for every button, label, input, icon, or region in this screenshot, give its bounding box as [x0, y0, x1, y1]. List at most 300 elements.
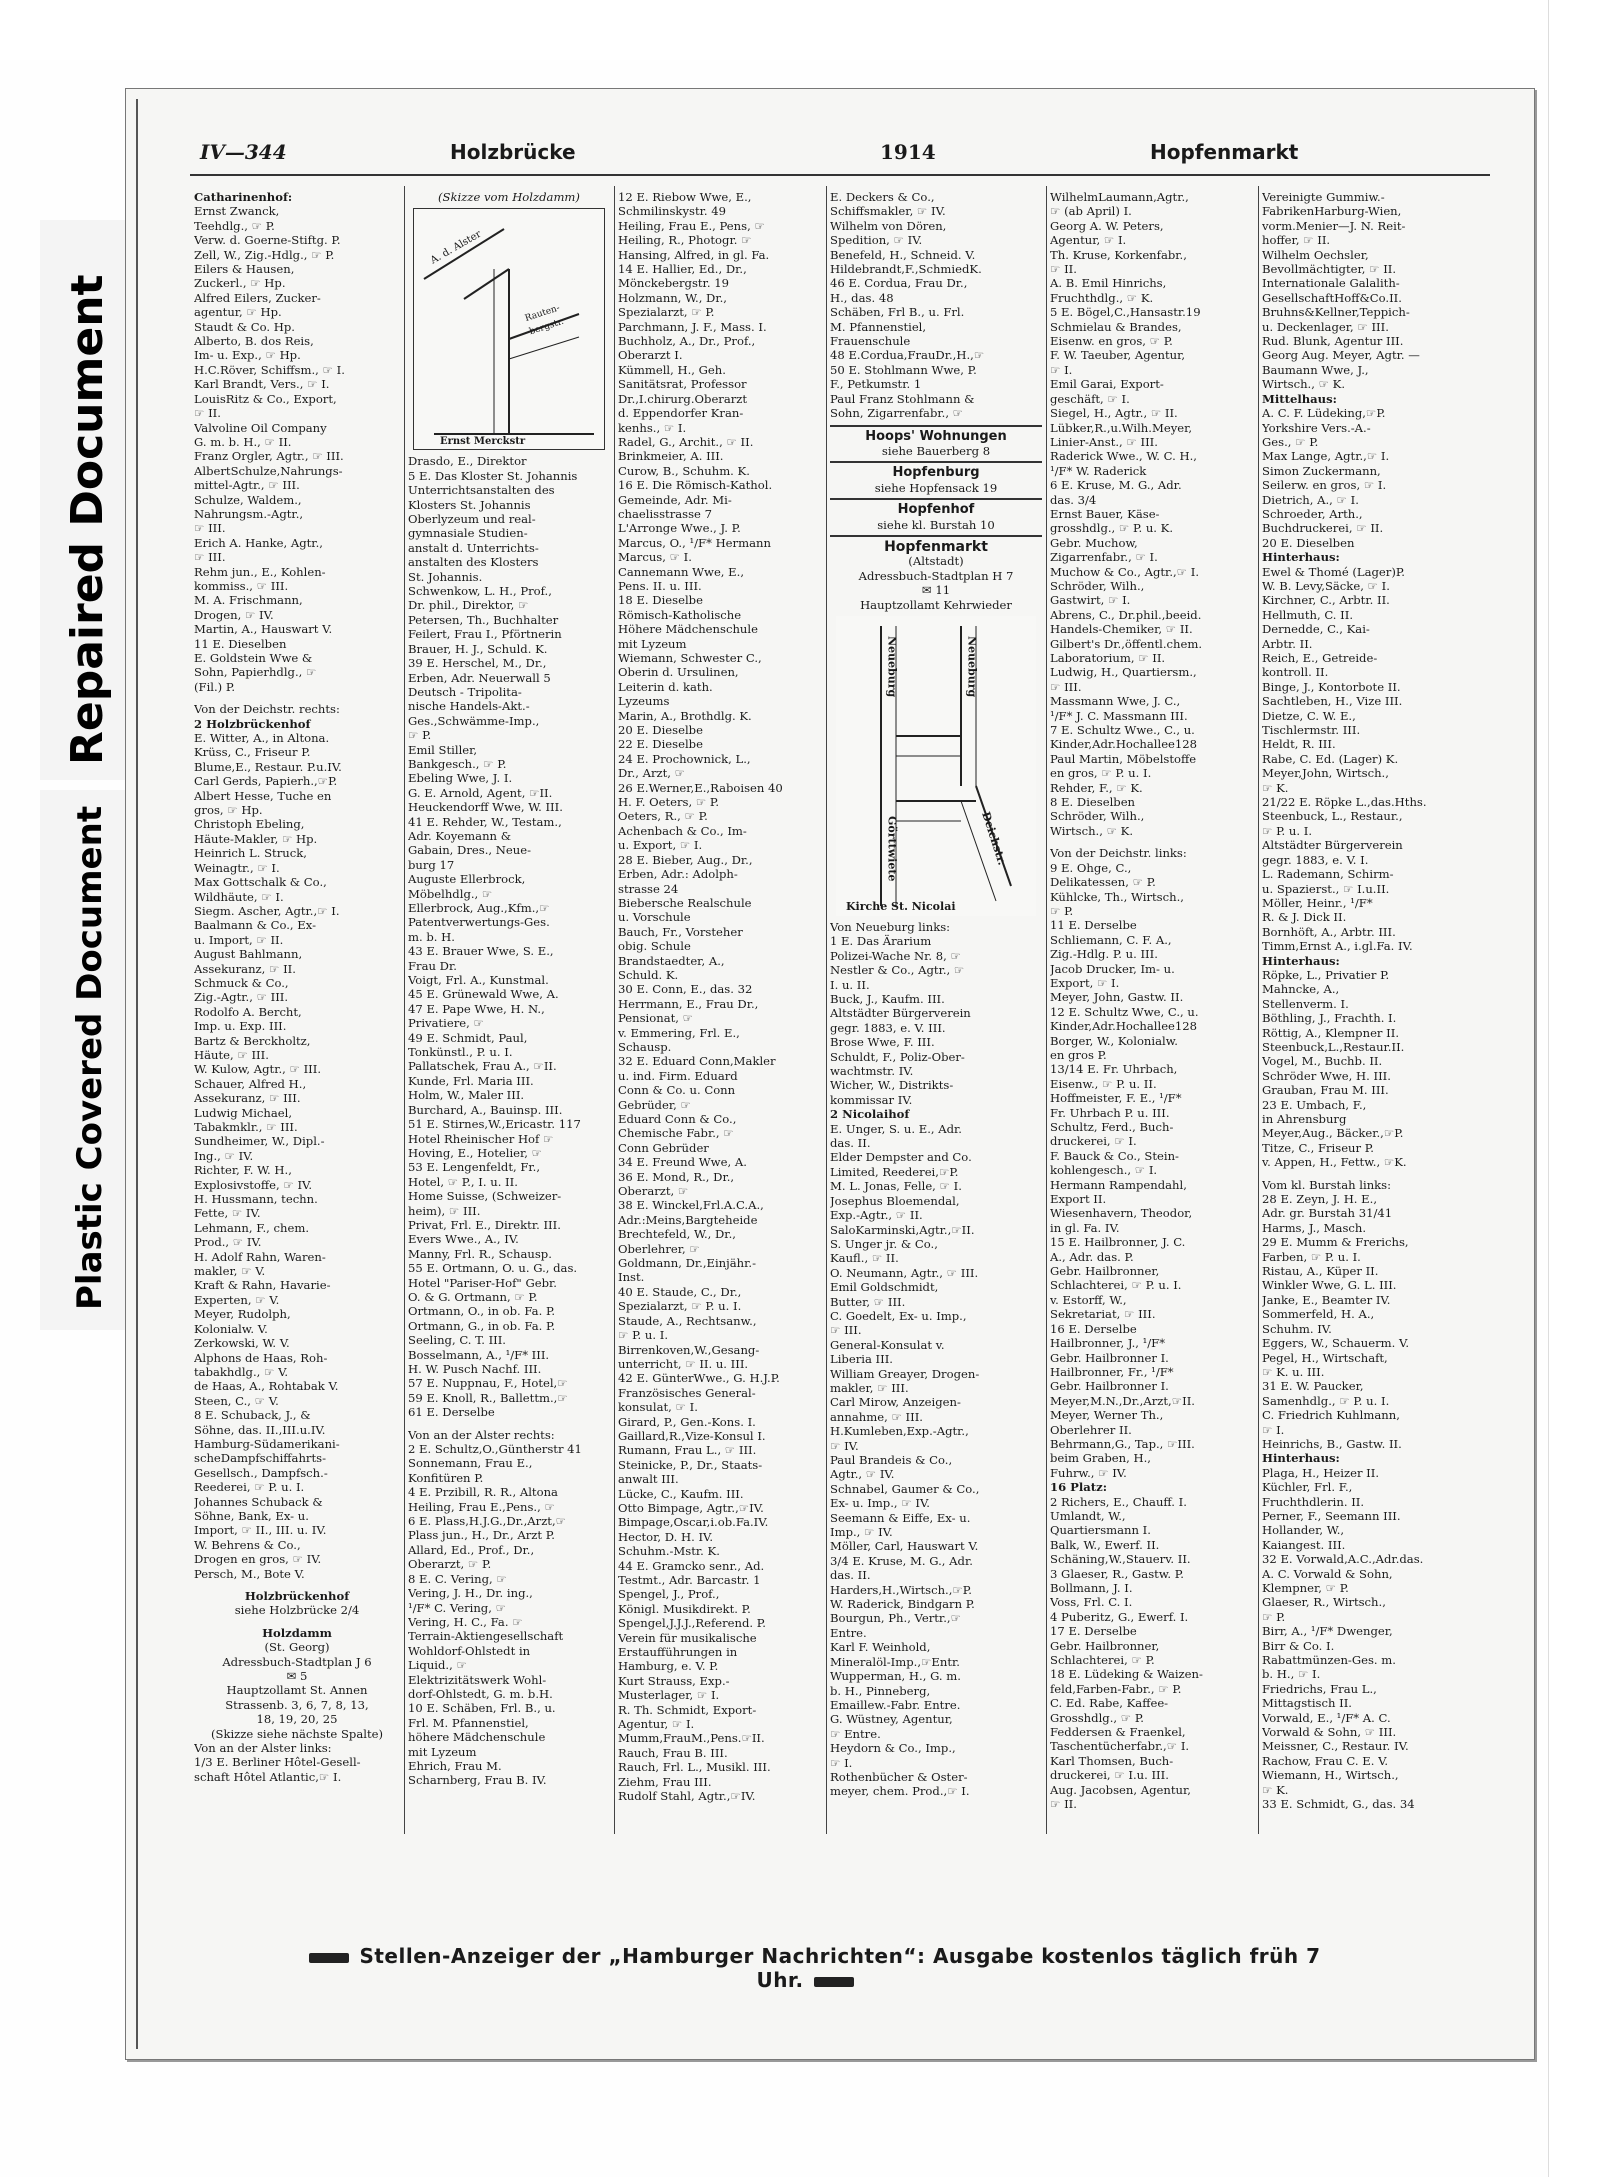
directory-entry: scheDampfschiffahrts- [194, 1451, 326, 1466]
directory-entry: 29 E. Mumm & Frerichs, [1262, 1235, 1409, 1250]
directory-entry: ☞ I. [830, 1755, 853, 1770]
directory-entry: Mumm,FrauM.,Pens.☞II. [618, 1731, 765, 1746]
directory-entry: Feilert, Frau I., Pförtnerin [408, 627, 562, 642]
map-label-alster: A. d. Alster [428, 229, 484, 267]
directory-entry: Birrenkoven,W.,Gesang- [618, 1342, 760, 1357]
directory-entry: Inst. [618, 1270, 645, 1285]
directory-entry: Hailbronner, J., ¹/F* [1050, 1336, 1166, 1351]
directory-entry: Rabe, C. Ed. (Lager) K. [1262, 751, 1399, 766]
directory-entry: 13/14 E. Fr. Uhrbach, [1050, 1062, 1178, 1077]
directory-entry: Hermann Rampendahl, [1050, 1177, 1187, 1192]
directory-entry: 3/4 E. Kruse, M. G., Adr. [830, 1553, 973, 1568]
directory-entry: Petersen, Th., Buchhalter [408, 612, 559, 627]
directory-entry: Prod., ☞ IV. [194, 1235, 262, 1250]
directory-entry: ☞ III. [1050, 679, 1082, 694]
directory-entry: 1/3 E. Berliner Hôtel-Gesell- [194, 1755, 361, 1770]
directory-entry: R. Th. Schmidt, Export- [618, 1702, 757, 1717]
directory-entry: Balk, W., Ewerf. II. [1050, 1537, 1160, 1552]
directory-entry: FabrikenHarburg-Wien, [1262, 204, 1402, 219]
directory-entry: Brechtefeld, W., Dr., [618, 1227, 736, 1242]
directory-entry: 2 Holzbrückenhof [194, 716, 311, 731]
directory-entry: m. b. H. [408, 929, 455, 944]
directory-entry: 42 E. GünterWwe., G. H.J.P. [618, 1371, 780, 1386]
directory-entry: Auguste Ellerbrock, [408, 872, 526, 887]
directory-entry: H. F. Oeters, ☞ P. [618, 795, 720, 810]
directory-entry: Wiemann, Schwester C., [618, 651, 762, 665]
directory-entry: 49 E. Schmidt, Paul, [408, 1030, 528, 1045]
directory-entry: Emaillew.-Fabr. Entre. [830, 1697, 961, 1712]
directory-entry: C. Goedelt, Ex- u. Imp., [830, 1308, 967, 1323]
directory-entry: Hildebrandt,F.,SchmiedK. [830, 262, 982, 277]
directory-entry: kommiss., ☞ III. [194, 578, 289, 593]
directory-entry: Hinterhaus: [1262, 1451, 1340, 1466]
directory-entry: Kurt Strauss, Exp.- [618, 1673, 730, 1688]
directory-entry: 30 E. Conn, E., das. 32 [618, 982, 753, 997]
directory-entry: E. Witter, A., in Altona. [194, 731, 330, 746]
directory-entry: 55 E. Ortmann, O. u. G., das. [408, 1261, 578, 1276]
directory-entry: Hellmuth, C. II. [1262, 607, 1354, 622]
directory-entry: Biebersche Realschule [618, 895, 752, 910]
directory-entry: Muchow & Co., Agtr.,☞ I. [1050, 564, 1200, 579]
directory-entry: Schuhm. IV. [1262, 1321, 1332, 1336]
directory-entry: Ziehm, Frau III. [618, 1774, 712, 1789]
directory-entry: Tischlermstr. III. [1262, 723, 1361, 738]
directory-entry: Rauch, Frl. L., Musikl. III. [618, 1760, 771, 1775]
directory-entry: Wupperman, H., G. m. [830, 1669, 961, 1684]
directory-entry: August Bahlmann, [194, 947, 303, 962]
directory-entry: 39 E. Herschel, M., Dr., [408, 656, 547, 671]
directory-entry: Teehdlg., ☞ P. [194, 218, 275, 233]
directory-entry: in gl. Fa. IV. [1050, 1220, 1120, 1235]
directory-entry: dorf-Ohlstedt, G. m. b.H. [408, 1686, 553, 1701]
directory-entry: Johannes Schuback & [194, 1494, 323, 1509]
directory-entry: Siegm. Ascher, Agtr.,☞ I. [194, 903, 340, 918]
directory-entry: E. Goldstein Wwe & [194, 651, 313, 665]
directory-entry: Allard, Ed., Prof., Dr., [408, 1542, 535, 1557]
directory-entry: Spezialarzt, ☞ P. [618, 305, 715, 320]
directory-entry: v. Estorff, W., [1050, 1292, 1127, 1307]
directory-entry: Lübker,R.,u.Wilh.Meyer, [1050, 420, 1193, 435]
directory-entry: Internationale Galalith- [1262, 276, 1400, 291]
directory-entry: Von an der Alster rechts: [408, 1427, 555, 1442]
directory-entry: Schwenkow, L. H., Prof., [408, 584, 552, 599]
directory-entry: Abrens, C., Dr.phil.,beeid. [1050, 607, 1202, 622]
directory-entry: Dietrich, A., ☞ I. [1262, 492, 1359, 507]
directory-entry: Chemische Fabr., ☞ [618, 1126, 734, 1141]
directory-entry: geschäft, ☞ I. [1050, 391, 1130, 406]
directory-entry: Otto Bimpage, Agtr.,☞IV. [618, 1500, 764, 1515]
directory-entry: gegr. 1883, e. V. I. [1262, 852, 1369, 867]
directory-entry: A., Adr. das. P. [1050, 1249, 1134, 1264]
directory-entry: Rud. Blunk, Agentur III. [1262, 334, 1404, 349]
directory-entry: Rodolfo A. Bercht, [194, 1004, 302, 1019]
directory-entry: Strassenb. 3, 6, 7, 8, 13, [225, 1697, 369, 1712]
directory-entry: Voss, Frl. C. I. [1050, 1595, 1133, 1610]
directory-entry: ☞ III. [194, 521, 226, 536]
directory-entry: Schultz, Ferd., Buch- [1050, 1120, 1174, 1134]
directory-entry: 6 E. Plass,H.J.G.,Dr.,Arzt,☞ [408, 1514, 567, 1529]
directory-entry: Friedrichs, Frau L., [1262, 1681, 1377, 1696]
directory-entry: Meyer, Werner Th., [1050, 1408, 1164, 1423]
directory-entry: 31 E. W. Paucker, [1262, 1379, 1364, 1394]
directory-entry: (Skizze siehe nächste Spalte) [210, 1726, 383, 1741]
column-rule [404, 186, 405, 1834]
directory-entry: Linier-Anst., ☞ III. [1050, 434, 1158, 449]
map-label-ernst-merckstr: Ernst Merckstr [440, 436, 526, 448]
directory-entry: Schulze, Waldem., [194, 492, 302, 507]
directory-entry: 11 E. Dieselben [194, 636, 287, 651]
directory-entry: Wildhäute, ☞ I. [194, 889, 284, 904]
directory-entry: Reederei, ☞ P. u. I. [194, 1480, 305, 1495]
directory-entry: Hinterhaus: [1262, 550, 1340, 565]
directory-entry: u. Spazierst., ☞ I.u.II. [1262, 881, 1390, 896]
directory-entry: Gesellsch., Dampfsch.- [194, 1465, 328, 1480]
directory-entry: Girard, P., Gen.-Kons. I. [618, 1414, 756, 1429]
directory-entry: Paul Franz Stohlmann & [830, 391, 975, 406]
directory-entry: Gebr. Hailbronner, [1050, 1264, 1160, 1279]
directory-entry: Bimpage,Oscar,i.ob.Fa.IV. [618, 1515, 769, 1530]
directory-entry: Fette, ☞ IV. [194, 1206, 261, 1221]
directory-entry: Hamburg-Südamerikani- [194, 1436, 340, 1451]
directory-entry: Brinkmeier, A. III. [618, 449, 724, 464]
directory-entry: Home Suisse, (Schweizer- [408, 1189, 562, 1204]
directory-entry: Oberlehrer, ☞ [618, 1241, 700, 1256]
directory-entry: 15 E. Hailbronner, J. C. [1050, 1235, 1186, 1250]
directory-entry: Jacob Drucker, Im- u. [1050, 961, 1175, 976]
directory-entry: annahme, ☞ III. [830, 1409, 923, 1424]
directory-entry: Th. Kruse, Korkenfabr., [1050, 247, 1187, 262]
directory-entry: Zigarrenfabr., ☞ I. [1050, 550, 1158, 565]
market-mapref: Adressbuch-Stadtplan H 7 [858, 568, 1014, 583]
directory-entry: Kraft & Rahn, Havarie- [194, 1278, 331, 1293]
directory-entry: L'Arronge Wwe., J. P. [618, 521, 741, 536]
directory-entry: 53 E. Lengenfeldt, Fr., [408, 1160, 541, 1175]
directory-entry: Rauch, Frau B. III. [618, 1745, 728, 1760]
directory-entry: Eggers, W., Schauerm. V. [1262, 1336, 1410, 1351]
page-margin-top [0, 0, 1600, 60]
directory-entry: Ortmann, O., in ob. Fa. P. [408, 1304, 556, 1319]
directory-entry: ¹/F* J. C. Massmann III. [1050, 708, 1188, 723]
directory-entry: 18 E. Dieselbe [618, 593, 703, 608]
directory-entry: Marin, A., Brothdlg. K. [618, 708, 752, 723]
directory-entry: 1 E. Das Ärarium [830, 934, 932, 949]
directory-entry: kenhs., ☞ I. [618, 420, 687, 435]
directory-entry: Spengel, J., Prof., [618, 1587, 720, 1602]
directory-entry: Meyer,Aug., Bäcker.,☞P. [1262, 1126, 1404, 1141]
street-sketch-hopfenmarkt [836, 616, 1036, 916]
directory-entry: Frau Dr. [408, 958, 457, 973]
directory-entry: Schuldt, F., Poliz-Ober- [830, 1049, 965, 1064]
street-title-left: Holzbrücke [450, 140, 576, 164]
directory-entry: unterricht, ☞ II. u. III. [618, 1356, 749, 1371]
directory-entry: Manny, Frl. R., Schausp. [408, 1246, 552, 1261]
directory-entry: Alfred Eilers, Zucker- [194, 290, 321, 305]
map-label-nicolai: Kirche St. Nicolai [846, 899, 956, 913]
directory-entry: Wirtsch., ☞ K. [1050, 823, 1134, 838]
directory-entry: Exp.-Agtr., ☞ II. [830, 1208, 923, 1223]
directory-entry: Kümmell, H., Geh. [618, 362, 726, 377]
market-postal: ✉ 11 [921, 583, 951, 598]
directory-entry: O. Neumann, Agtr., ☞ III. [830, 1265, 979, 1280]
directory-entry: Steen, C., ☞ V. [194, 1393, 279, 1408]
directory-entry: Staudt & Co. Hp. [194, 319, 295, 334]
directory-entry: Brose Wwe, F. III. [830, 1035, 935, 1050]
directory-entry: 17 E. Derselbe [1050, 1624, 1137, 1639]
directory-entry: Kinder,Adr.Hochallee128 [1050, 737, 1198, 752]
directory-entry: Klosters St. Johannis [408, 497, 531, 512]
directory-entry: Assekuranz, ☞ II. [194, 961, 296, 976]
directory-entry: ☞ P. [408, 728, 432, 743]
directory-entry: L. Rademann, Schirm- [1262, 867, 1394, 882]
page-number: IV—344 [200, 140, 287, 164]
directory-entry: u. Export, ☞ I. [618, 838, 703, 853]
directory-entry: Agtr., ☞ IV. [830, 1467, 895, 1482]
directory-entry: A. B. Emil Hinrichs, [1050, 276, 1167, 291]
directory-entry: Von Neueburg links: [830, 919, 951, 934]
directory-entry: Liquid., ☞ [408, 1658, 467, 1673]
directory-entry: 16 E. Derselbe [1050, 1321, 1137, 1336]
directory-entry: Gilbert's Dr.,öffentl.chem. [1050, 636, 1203, 651]
directory-entry: Christoph Ebeling, [194, 817, 305, 832]
directory-entry: ☞ III. [194, 550, 226, 565]
directory-entry: 5 E. Bögel,C.,Hansastr.19 [1050, 305, 1201, 320]
directory-entry: 44 E. Gramcko senr., Ad. [618, 1558, 765, 1573]
directory-entry: Weinagtr., ☞ I. [194, 860, 280, 875]
directory-entry: Gabain, Dres., Neue- [408, 843, 532, 858]
directory-entry: Rachow, Frau C. E. V. [1262, 1753, 1389, 1768]
directory-entry: Sonnemann, Frau E., [408, 1456, 533, 1471]
footer-text: Stellen-Anzeiger der „Hamburger Nachrichten“: Ausgabe kostenlos täglich früh 7 Uhr. [359, 1944, 1321, 1992]
directory-entry: Liberia III. [830, 1352, 893, 1367]
directory-entry: wachtmstr. IV. [830, 1064, 914, 1079]
directory-entry: Schroeder, Arth., [1262, 506, 1363, 521]
directory-entry: obig. Schule [618, 939, 691, 954]
directory-entry: Ernst Bauer, Käse- [1050, 506, 1160, 521]
directory-entry: Seemann & Eiffe, Ex- u. [830, 1510, 971, 1525]
directory-entry: Parchmann, J. F., Mass. I. [618, 319, 767, 334]
directory-entry: General-Konsulat v. [830, 1337, 945, 1352]
directory-entry: 36 E. Mond, R., Dr., [618, 1169, 735, 1184]
directory-entry: Birr, A., ¹/F* Dwenger, [1262, 1624, 1393, 1639]
directory-entry: Burchard, A., Bauinsp. III. [408, 1102, 563, 1117]
directory-entry: Rabattmünzen-Ges. m. [1262, 1653, 1396, 1668]
directory-entry: 22 E. Dieselbe [618, 737, 703, 752]
directory-entry: Bourgun, Ph., Vertr.,☞ [830, 1611, 961, 1626]
directory-entry: C. Friedrich Kuhlmann, [1262, 1408, 1400, 1423]
directory-entry: Adressbuch-Stadtplan J 6 [222, 1654, 372, 1669]
directory-entry: ☞ II. [1050, 1797, 1077, 1812]
directory-entry: Zig.-Hdlg. P. u. III. [1050, 947, 1158, 962]
directory-entry: Harders,H.,Wirtsch.,☞P. [830, 1582, 972, 1597]
directory-entry: 48 E.Cordua,FrauDr.,H.,☞ [830, 348, 985, 363]
directory-entry: ☞ P. u. I. [1262, 823, 1313, 838]
directory-entry: Harms, J., Masch. [1262, 1220, 1367, 1235]
directory-entry: ☞ IV. [830, 1438, 859, 1453]
directory-entry: u. Vorschule [618, 910, 691, 925]
directory-entry: Ebeling Wwe, J. I. [408, 771, 513, 786]
directory-entry: Meyer, John, Gastw. II. [1050, 990, 1184, 1005]
directory-entry: Schuhm.-Mstr. K. [618, 1544, 720, 1559]
directory-entry: Fr. Uhrbach P. u. III. [1050, 1105, 1170, 1120]
directory-entry: meyer, chem. Prod.,☞ I. [830, 1784, 970, 1799]
directory-entry: Röttig, A., Klempner II. [1262, 1025, 1400, 1040]
directory-entry: Max Lange, Agtr.,☞ I. [1262, 449, 1390, 464]
directory-entry: Holzbrückenhof [244, 1589, 350, 1603]
directory-entry: druckerei, ☞ I. [1050, 1134, 1137, 1149]
directory-entry: hoffer, ☞ II. [1262, 233, 1331, 248]
directory-entry [1262, 1170, 1472, 1178]
directory-entry: konsulat, ☞ I. [618, 1400, 698, 1415]
directory-entry: 21/22 E. Röpke L.,das.Hths. [1262, 795, 1427, 810]
directory-entry: ☞ I. [1050, 362, 1073, 377]
directory-entry: Adr. gr. Burstah 31/41 [1262, 1206, 1393, 1221]
directory-entry: Holm, W., Maler III. [408, 1088, 525, 1103]
directory-entry: Ernst Zwanck, [194, 204, 280, 219]
directory-entry: d. Eppendorfer Kran- [618, 406, 744, 421]
directory-entry: Altstädter Bürgerverein [1262, 838, 1403, 853]
directory-entry: 16 E. Die Römisch-Kathol. [618, 478, 773, 493]
directory-entry: vorm.Menier—J. N. Reit- [1262, 218, 1406, 233]
directory-entry: Lücke, C., Kaufm. III. [618, 1486, 744, 1501]
directory-entry: Oberlyzeum und real- [408, 512, 536, 527]
directory-entry: Vorwald, E., ¹/F* A. C. [1262, 1710, 1391, 1725]
directory-entry: Gebr. Muchow, [1050, 535, 1138, 550]
directory-entry: G. m. b. H., ☞ II. [194, 434, 292, 449]
directory-entry: Paul Brandeis & Co., [830, 1453, 953, 1467]
directory-entry: Dr.,I.chirurg.Oberarzt [618, 391, 748, 406]
directory-column-6 [1262, 190, 1472, 1830]
directory-entry: Von an der Alster links: [194, 1741, 332, 1756]
page-margin-right [1548, 0, 1600, 2177]
directory-entry: Curow, B., Schuhm. K. [618, 463, 750, 478]
directory-entry: Assekuranz, ☞ III. [194, 1091, 301, 1106]
directory-entry: Schmuck & Co., [194, 975, 289, 990]
directory-entry: ☞ III. [830, 1323, 862, 1338]
plastic-covered-label: Plastic Covered Document [70, 805, 110, 1310]
directory-entry: Frauenschule [830, 334, 911, 349]
column-rule [826, 186, 827, 1834]
directory-entry: u. ind. Firm. Eduard [618, 1068, 738, 1083]
directory-entry: Bartz & Berckholtz, [194, 1033, 311, 1048]
directory-entry: Hoving, E., Hotelier, ☞ [408, 1145, 543, 1160]
directory-entry: Verw. d. Goerne-Stiftg. P. [194, 233, 341, 248]
map-label-neueburg-left: Neueburg [885, 635, 899, 698]
directory-entry: das. II. [830, 1568, 871, 1583]
directory-entry: Kaufl., ☞ II. [830, 1251, 899, 1266]
directory-entry: heim), ☞ III. [408, 1203, 481, 1218]
directory-entry: Adr.:Meins,Bargteheide [618, 1212, 758, 1227]
directory-entry: ☞ P. [1262, 1609, 1286, 1624]
directory-entry: SaloKarminski,Agtr.,☞II. [830, 1222, 975, 1237]
directory-entry: 18 E. Lüdeking & Waizen- [1050, 1667, 1203, 1682]
directory-entry: Altstädter Bürgerverein [830, 1006, 971, 1021]
directory-entry: Zell, W., Zig.-Hdlg., ☞ P. [194, 247, 335, 262]
directory-entry: Sanitätsrat, Professor [618, 377, 747, 392]
directory-entry: Kolonialw. V. [194, 1321, 268, 1336]
directory-entry: Albert Hesse, Tuche en [194, 788, 332, 803]
directory-entry: Schröder, Wilh., [1050, 578, 1145, 593]
directory-entry: H.Kumleben,Exp.-Agtr., [830, 1424, 969, 1439]
directory-entry: Nestler & Co., Agtr., ☞ [830, 963, 965, 978]
directory-entry: Zerkowski, W. V. [194, 1336, 290, 1351]
directory-entry: Ehrich, Frau M. [408, 1758, 502, 1773]
directory-entry: Heydorn & Co., Imp., [830, 1741, 956, 1756]
directory-entry: 26 E.Werner,E.,Raboisen 40 [618, 780, 783, 795]
directory-entry: H. Adolf Rahn, Waren- [194, 1249, 326, 1264]
directory-entry: F., Petkumstr. 1 [830, 377, 922, 392]
directory-entry: Grauban, Frau M. III. [1262, 1083, 1389, 1098]
directory-entry: Conn & Co. u. Conn [618, 1083, 736, 1098]
directory-entry: ☞ K. u. III. [1262, 1364, 1325, 1379]
directory-entry: 24 E. Prochownick, L., [618, 751, 751, 766]
directory-entry: Heiling, Frau E., Pens, ☞ [618, 218, 765, 233]
directory-entry: M. L. Jonas, Felle, ☞ I. [830, 1179, 962, 1194]
directory-entry: M. A. Frischmann, [194, 593, 303, 608]
directory-entry: Röpke, L., Privatier P. [1262, 967, 1390, 982]
directory-entry: Baalmann & Co., Ex- [194, 918, 317, 933]
directory-entry: Wicher, W., Distrikts- [830, 1078, 954, 1093]
hopfenmarkt-heading [830, 535, 1042, 612]
directory-entry: Meissner, C., Restaur. IV. [1262, 1739, 1409, 1754]
directory-entry: Richter, F. W. H., [194, 1163, 292, 1178]
directory-entry: Gebr. Hailbronner, [1050, 1638, 1160, 1653]
directory-entry: Oberarzt, ☞ [618, 1184, 689, 1199]
map-caption: (Skizze vom Holzdamm) [438, 190, 580, 204]
directory-entry: Rudolf Stahl, Agtr.,☞IV. [618, 1789, 756, 1804]
directory-entry: Fuhrw., ☞ IV. [1050, 1465, 1127, 1480]
directory-entry: höhere Mädchenschule [408, 1730, 546, 1745]
directory-entry: Wiesenhavern, Theodor, [1050, 1206, 1193, 1221]
directory-entry: 28 E. Bieber, Aug., Dr., [618, 852, 753, 867]
directory-entry: Quartiersmann I. [1050, 1523, 1151, 1538]
directory-entry: Dr., Arzt, ☞ [618, 766, 686, 781]
directory-entry: Sohn, Zigarrenfabr., ☞ [830, 406, 964, 421]
directory-entry: Rehder, F., ☞ K. [1050, 780, 1143, 795]
directory-entry: Franz Orgler, Agtr., ☞ III. [194, 449, 344, 464]
directory-entry: Alphons de Haas, Roh- [194, 1350, 328, 1365]
directory-entry: Export II. [1050, 1192, 1107, 1207]
directory-entry: das. 3/4 [1050, 492, 1097, 507]
directory-entry: Vereinigte Gummiw.- [1262, 190, 1385, 204]
plastic-covered-tab [40, 790, 136, 1330]
directory-entry: Ludwig, H., Quartiersm., [1050, 665, 1197, 680]
directory-entry: chaelisstrasse 7 [618, 506, 712, 521]
directory-entry: Sommerfeld, H. A., [1262, 1307, 1375, 1322]
directory-entry: Steenbuck, L., Restaur., [1262, 809, 1403, 824]
directory-entry: Josephus Bloemendal, [830, 1193, 960, 1208]
directory-entry: 59 E. Knoll, R., Ballettm.,☞ [408, 1390, 568, 1405]
directory-entry: S. Unger jr. & Co., [830, 1236, 938, 1251]
directory-entry: Bosselmann, A., ¹/F* III. [408, 1347, 550, 1362]
directory-entry: Hector, D. H. IV. [618, 1529, 714, 1544]
directory-entry: Emil Garai, Export- [1050, 377, 1164, 392]
directory-entry: Hotel, ☞ P., I. u. II. [408, 1174, 518, 1189]
directory-entry: burg 17 [408, 857, 455, 872]
directory-entry: Königl. Musikdirekt. P. [618, 1601, 751, 1616]
directory-entry: Hailbronner, Fr., ¹/F* [1050, 1364, 1174, 1379]
directory-entry: Hamburg, e. V. P. [618, 1659, 719, 1674]
directory-entry: Spezialarzt, ☞ P. u. I. [618, 1299, 742, 1314]
directory-entry: Lehmann, F., chem. [194, 1220, 310, 1235]
directory-entry: anwalt III. [618, 1472, 679, 1487]
directory-entry: ☞ II. [1050, 262, 1077, 277]
directory-entry: Yorkshire Vers.-A.- [1262, 420, 1371, 435]
box-title: Hopfenburg [892, 465, 980, 481]
directory-entry: 4 Puberitz, G., Ewerf. I. [1050, 1609, 1189, 1624]
directory-entry: 7 E. Schultz Wwe., C., u. [1050, 723, 1195, 738]
map-label-rautenbergstr: Rauten-bergstr. [523, 303, 566, 339]
box-hoops [830, 425, 1042, 459]
